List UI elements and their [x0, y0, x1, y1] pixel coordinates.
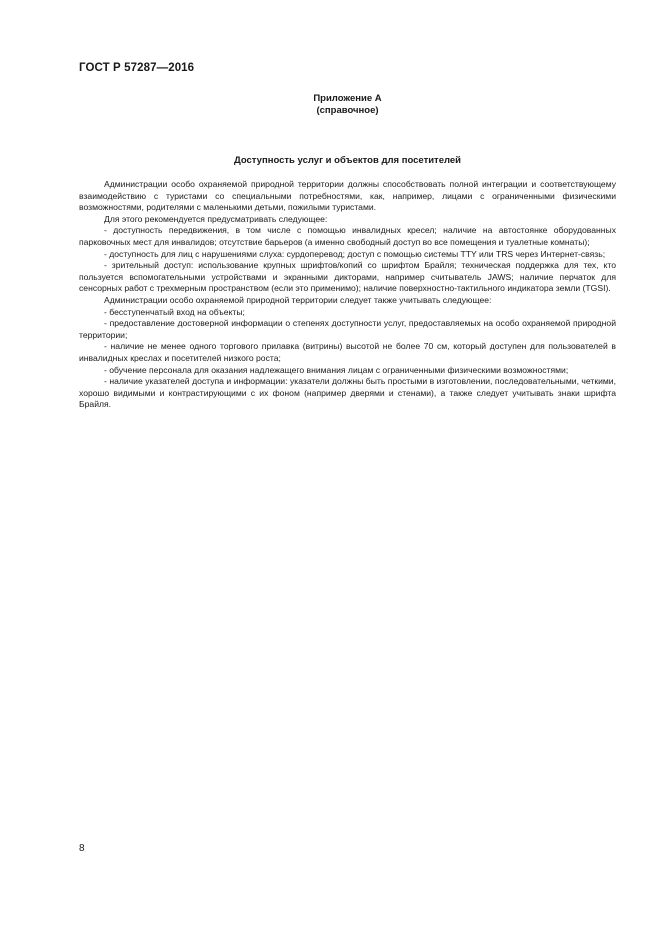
paragraph-step-free-entry: - бесступенчатый вход на объекты; [104, 306, 245, 317]
paragraph-signage: - наличие указателей доступа и информации: указатели должны быть простыми в изготовлении, последовательными, четкими, хорошо видимыми и контрастирующими с их фоном (например дверями и стенами), а также следует учитывать знаки шрифта Брайля. [79, 376, 616, 410]
body-text [79, 179, 616, 411]
appendix-title: Приложение А [313, 93, 382, 104]
paragraph-mobility-access: - доступность передвижения, в том числе с помощью инвалидных кресел; наличие на автостоянке оборудованных парковочных мест для инвалидов; отсутствие барьеров (а именно свободный доступ во все помещения и туалетные комнаты); [79, 225, 616, 247]
section-title: Доступность услуг и объектов для посетителей [233, 155, 462, 166]
paragraph-staff-training: - обучение персонала для оказания надлежащего внимания лицам с ограниченными физическими возможностями; [104, 364, 569, 375]
page-number: 8 [79, 843, 85, 854]
paragraph-hearing-access: - доступность для лиц с нарушениями слуха: сурдоперевод; доступ с помощью системы TTY или TRS через Интернет-связь; [104, 248, 606, 259]
paragraph-recommendations-lead: Для этого рекомендуется предусматривать следующее: [104, 213, 328, 224]
paragraph-additional-lead: Администрации особо охраняемой природной территории следует также учитывать следующее: [104, 294, 492, 305]
paragraph-intro: Администрации особо охраняемой природной территории должны способствовать полной интеграции и соответствующему взаимодействию с туристами со специальными потребностями, как, например, лицами с ограниченными физическими возможностями, родителями с маленькими детьми, пожилыми туристами. [79, 179, 616, 213]
paragraph-counter-height: - наличие не менее одного торгового прилавка (витрины) высотой не более 70 см, который доступен для пользователей в инвалидных креслах и посетителей низкого роста; [79, 341, 616, 363]
paragraph-visual-access: - зрительный доступ: использование крупных шрифтов/копий со шрифтом Брайля; техническая поддержка для тех, кто пользуется вспомогательными устройствами и экранными дикторами, например считыватель JAWS; наличие перчаток для сенсорных работ с трехмерным пространством (если это применимо); наличие поверхностно-тактильного индикатора земли (TGSI). [79, 260, 616, 294]
document-code-header: ГОСТ Р 57287—2016 [79, 62, 195, 74]
appendix-subtitle: (справочное) [316, 105, 379, 116]
paragraph-accessibility-info: - предоставление достоверной информации о степенях доступности услуг, предоставляемых на особо охраняемой природной территории; [79, 318, 616, 340]
